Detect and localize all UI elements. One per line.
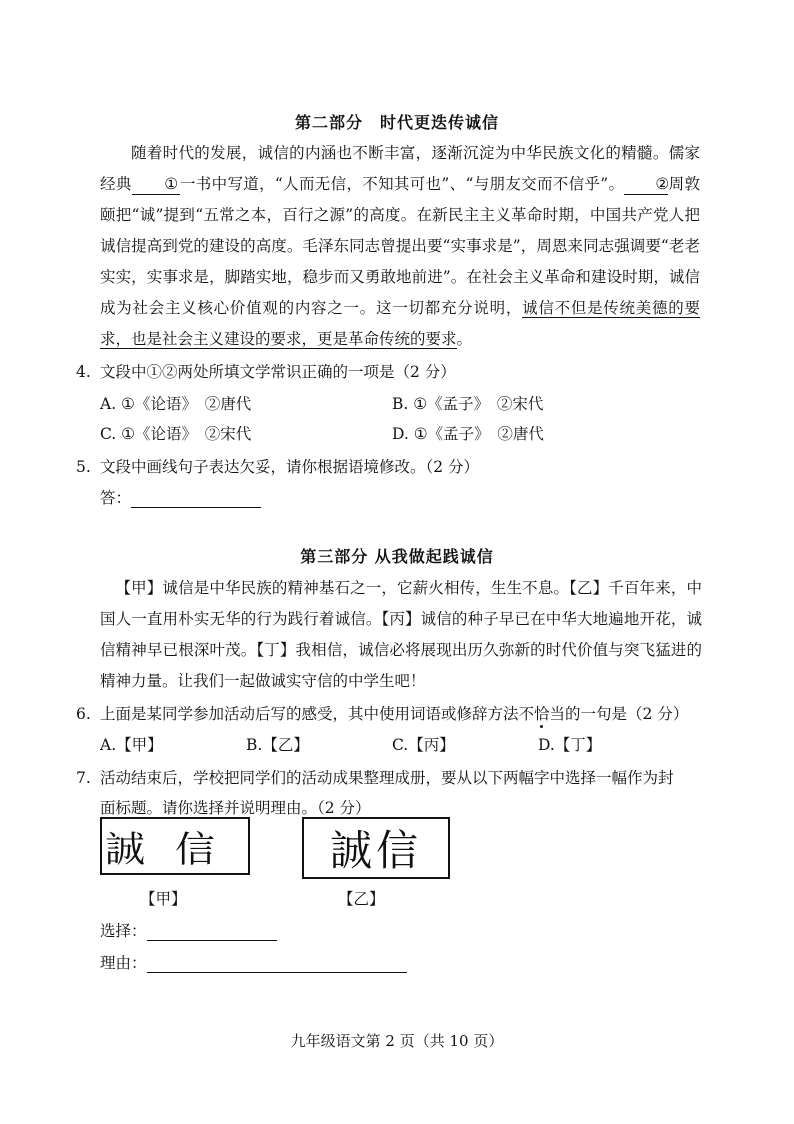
q7-line1: 活动结束后，学校把同学们的活动成果整理成册，要从以下两幅字中选择一幅作为封 [100, 769, 674, 787]
q5-text: 文段中画线句子表达欠妥，请你根据语境修改。（2 分） [100, 458, 480, 476]
q6-option-a[interactable]: A.【甲】 [100, 736, 163, 754]
q4-option-d[interactable]: D. ①《孟子》 ②唐代 [392, 425, 544, 443]
page-footer: 九年级语文第 2 页（共 10 页） [290, 1032, 504, 1050]
q7-choose-label: 选择： [100, 922, 147, 940]
q5-answer [100, 486, 261, 508]
question-5 [76, 455, 479, 477]
part2-text-end: 。 [456, 330, 473, 348]
q6-emphasis-text: 不恰当 [518, 705, 566, 723]
part3-title: 第三部分 从我做起践诚信 [300, 547, 494, 566]
q6-option-b[interactable]: B.【乙】 [246, 736, 309, 754]
q4-number: 4. [76, 363, 91, 381]
q4-option-a[interactable]: A. ①《论语》 ②唐代 [100, 395, 252, 413]
calligraphy-option-yi[interactable] [302, 817, 450, 879]
q7-choose [100, 919, 277, 941]
part2-text-a: 随着时代的发展，诚信的内涵也不断丰富，逐渐沉淀为中华民族文化的精髓。儒家经典 [100, 144, 700, 193]
part3-passage [100, 573, 702, 697]
q7-reason [100, 951, 407, 973]
part2-title: 第二部分 时代更迭传诚信 [294, 113, 499, 132]
q5-answer-label: 答： [100, 489, 132, 507]
q6-emphasis [519, 705, 566, 723]
seal-script-characters: 誠信 [105, 828, 245, 870]
q7-number: 7. [76, 769, 91, 787]
regular-script-characters: 誠信 [329, 826, 422, 875]
blank-1: ① [132, 174, 180, 195]
part2-text-c: 周敦颐把“诚”提到“五常之本，百行之源”的高度。在新民主主义革命时期，中国共产党人把诚信提高到党的建设的高度。毛泽东同志曾提出要“实事求是”，周恩来同志强调要“老老实实，实事求是，脚踏实地，稳步而又勇敢地前进”。在社会主义革命和建设时期，诚信成为社会主义核心价值观的内容之一。这一切都充分说明， [100, 175, 700, 317]
blank-2: ② [624, 174, 668, 195]
q6-option-d[interactable]: D.【丁】 [538, 736, 602, 754]
caption-yi: 【乙】 [338, 890, 385, 908]
q6-option-c[interactable]: C.【丙】 [392, 736, 455, 754]
q4-option-c[interactable]: C. ①《论语》 ②宋代 [100, 425, 252, 443]
q4-option-b[interactable]: B. ①《孟子》 ②宋代 [392, 395, 544, 413]
q7-reason-line[interactable] [147, 956, 407, 973]
part2-text-b: 一书中写道，“人而无信，不知其可也”、“与朋友交而不信乎”。 [179, 175, 625, 193]
q7-line2: 面标题。请你选择并说明理由。（2 分） [100, 799, 371, 817]
question-6 [76, 702, 688, 724]
part3-body: 【甲】诚信是中华民族的精神基石之一，它薪火相传，生生不息。【乙】千百年来，中国人一直用朴实无华的行为践行着诚信。【丙】诚信的种子早已在中华大地遍地开花，诚信精神早已根深叶茂。【丁】我相信，诚信必将展现出历久弥新的时代价值与突飞猛进的精神力量。让我们一起做诚实守信的中学生吧！ [100, 579, 702, 690]
q6-number: 6. [76, 705, 91, 723]
part2-passage [100, 138, 700, 355]
q6-text-a: 上面是某同学参加活动后写的感受，其中使用词语或修辞方法 [100, 705, 519, 723]
q5-number: 5. [76, 458, 91, 476]
calligraphy-option-jia[interactable] [100, 817, 250, 875]
q6-text-c: 的一句是（2 分） [565, 705, 689, 723]
q7-reason-label: 理由： [100, 954, 147, 972]
underlined-sentence: 诚信不但是传统美德的要求，也是社会主义建设的要求，更是革命传统的要求 [100, 299, 700, 348]
q4-text: 文段中①②两处所填文学常识正确的一项是（2 分） [100, 363, 456, 381]
q7-choose-line[interactable] [147, 924, 277, 941]
question-7 [76, 766, 674, 788]
caption-jia: 【甲】 [140, 890, 187, 908]
q5-answer-line[interactable] [131, 491, 261, 508]
question-4 [76, 360, 456, 382]
